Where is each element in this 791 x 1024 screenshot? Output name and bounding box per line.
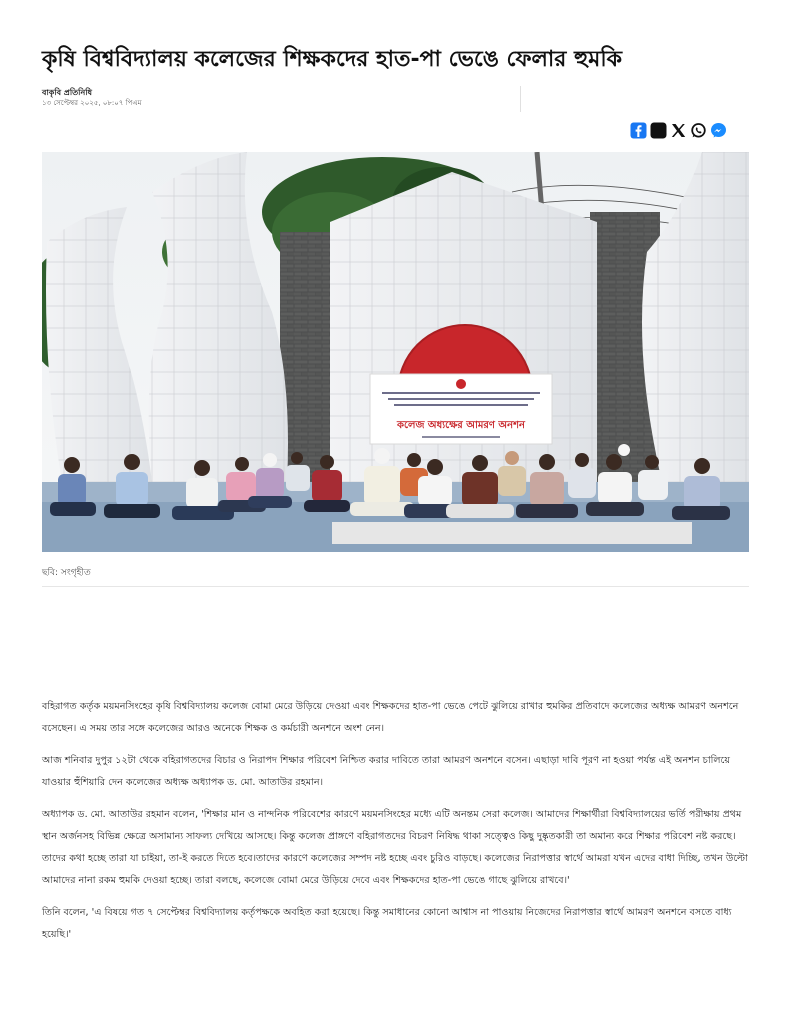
article-photo	[42, 152, 749, 552]
messenger-icon[interactable]	[710, 122, 727, 139]
x-icon[interactable]	[670, 122, 687, 139]
paragraph: অধ্যাপক ড. মো. আতাউর রহমান বলেন, 'শিক্ষার মান ও নান্দনিক পরিবেশের কারণে ময়মনসিংহের মধ্যে এটি অনন্তম সেরা কলেজ। আমাদের শিক্ষার্থীরা বিশ্ববিদ্যালয়ের ভর্তি পরীক্ষায় প্রথম স্থান অর্জনসহ বিভিন্ন ক্ষেত্রে অসামান্য সাফল্য দেখিয়ে আসছে। কিন্তু কলেজ প্রাঙ্গণে বহিরাগতদের বিচরণ নিষিদ্ধ থাকা সত্ত্বেও কিছু দুষ্কৃতকারী তা অমান্য করে শিক্ষার পরিবেশ নষ্ট করছে। তাদের কথা হচ্ছে তারা যা চাইয়া, তা-ই করতে দিতে হবে।তাদের কারণে কলেজের সম্পদ নষ্ট হচ্ছে এবং চুরিও বাড়ছে। কলেজের নিরাপত্তার স্বার্থে আমরা যখন এদের বাধা দিচ্ছি, তখন উল্টো আমাদের নানা রকম হুমকি দেওয়া হচ্ছে। তারা বলছে, কলেজে বোমা মেরে উড়িয়ে দেবে এবং শিক্ষকদের হাত-পা ভেঙে গাছে ঝুলিয়ে রাখবে।'	[42, 809, 748, 886]
whatsapp-icon[interactable]	[690, 122, 707, 139]
article-body	[42, 696, 752, 956]
byline-divider	[520, 86, 521, 112]
publish-date: ১৩ সেপ্টেম্বর ২০২৫, ০৮:০৭ পিএম	[42, 99, 142, 107]
author-name[interactable]: বাকৃবি প্রতিনিধি	[42, 88, 92, 97]
banner-title: কলেজ অধ্যক্ষের আমরণ অনশন	[397, 420, 525, 431]
facebook-icon[interactable]	[630, 122, 647, 139]
photo-caption: ছবি: সংগৃহীত	[42, 568, 91, 578]
caption-divider	[42, 586, 749, 587]
paragraph: বহিরাগত কর্তৃক ময়মনসিংহের কৃষি বিশ্ববিদ্যালয় কলেজ বোমা মেরে উড়িয়ে দেওয়া এবং শিক্ষকদের হাত-পা ভেঙে পেটে ঝুলিয়ে রাখার হুমকির প্রতিবাদে কলেজের অধ্যক্ষ আমরণ অনশনে বসেছেন। এ সময় তার সঙ্গে কলেজের আরও অনেকে শিক্ষক ও কর্মচারী অনশনে অংশ নেন।	[42, 701, 739, 734]
share-buttons	[630, 122, 727, 139]
paragraph: তিনি বলেন, 'এ বিষয়ে গত ৭ সেপ্টেম্বর বিশ্ববিদ্যালয় কর্তৃপক্ষকে অবহিত করা হয়েছে। কিন্তু সমাধানের কোনো আশ্বাস না পাওয়ায় নিজেদের নিরাপত্তার স্বার্থে আমরণ অনশনে বসতে বাধ্য হয়েছি।'	[42, 907, 732, 940]
protest-banner	[370, 374, 552, 444]
paragraph: আজ শনিবার দুপুর ১২টা থেকে বহিরাগতদের বিচার ও নিরাপদ শিক্ষার পরিবেশ নিশ্চিত করার দাবিতে তারা আমরণ অনশনে বসেন। এছাড়া দাবি পূরণ না হওয়া পর্যন্ত এই অনশন চালিয়ে যাওয়ার হুঁশিয়ারি দেন কলেজের অধ্যক্ষ অধ্যাপক ড. মো. আতাউর রহমান।	[42, 755, 731, 788]
threads-icon[interactable]	[650, 122, 667, 139]
byline	[42, 87, 142, 109]
article-headline: কৃষি বিশ্ববিদ্যালয় কলেজের শিক্ষকদের হাত-পা ভেঙে ফেলার হুমকি	[42, 47, 623, 72]
